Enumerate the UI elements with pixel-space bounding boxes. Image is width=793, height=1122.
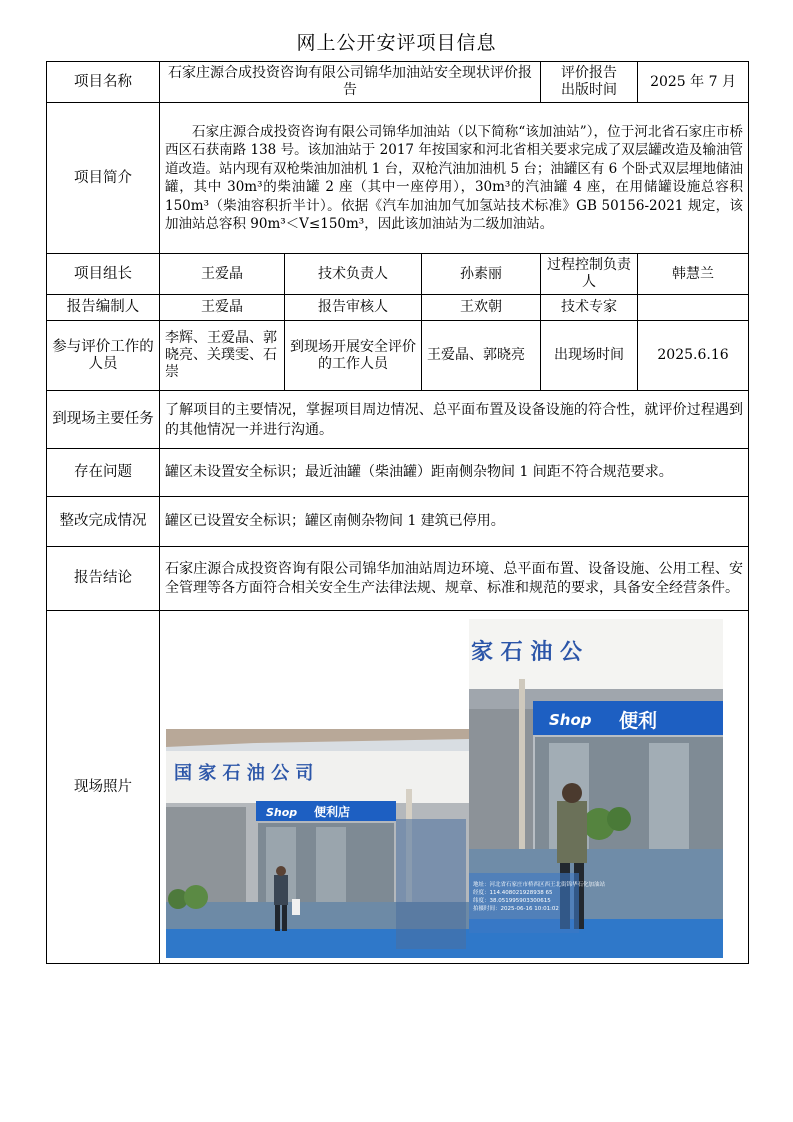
team-leader-value: 王爱晶 (160, 254, 285, 295)
project-name-label: 项目名称 (47, 62, 160, 103)
watermark-line: 纬度：38.051995903300615 (473, 898, 551, 904)
participants-value: 李辉、王爱晶、郭晓亮、关璞雯、石崇 (160, 321, 285, 391)
onsite-task-value: 了解项目的主要情况，掌握项目周边情况、总平面布置及设备设施的符合性，就评价过程遇到的其他情况一并进行沟通。 (160, 391, 749, 449)
rectification-value: 罐区已设置安全标识；罐区南侧杂物间 1 建筑已停用。 (160, 497, 749, 547)
onsite-task-label: 到现场主要任务 (47, 391, 160, 449)
photo2-watermark (473, 881, 633, 913)
issues-label: 存在问题 (47, 449, 160, 497)
row-rectification (47, 497, 749, 547)
project-intro-label: 项目简介 (47, 103, 160, 254)
row-participants (47, 321, 749, 391)
page-title: 网上公开安评项目信息 (296, 32, 497, 54)
participants-label: 参与评价工作的人员 (47, 321, 160, 391)
project-name-value: 石家庄源合成投资咨询有限公司锦华加油站安全现状评价报告 (160, 62, 541, 103)
watermark-line: 拍摄时间：2025-06-16 10:01:02 (473, 906, 559, 912)
photo2-sign-text: 家 石 油 公 (471, 640, 582, 665)
conclusion-value: 石家庄源合成投资咨询有限公司锦华加油站周边环境、总平面布置、设备设施、公用工程、安全管理等各方面符合相关安全生产法律法规、规章、标准和规范的要求，具备安全经营条件。 (160, 547, 749, 611)
row-photos (47, 611, 749, 964)
rectification-label: 整改完成情况 (47, 497, 160, 547)
photo1-shop-text: Shop (266, 806, 298, 819)
watermark-line: 地址：河北省石家庄市桥西区西王北街锦华石化加油站 (473, 882, 606, 888)
tech-lead-label: 技术负责人 (285, 254, 422, 295)
site-photo-2 (469, 619, 723, 958)
process-control-label: 过程控制负责人 (541, 254, 638, 295)
onsite-staff-label: 到现场开展安全评价的工作人员 (285, 321, 422, 391)
row-issues (47, 449, 749, 497)
tech-expert-value (638, 295, 749, 321)
publish-date-label: 评价报告 出版时间 (541, 62, 638, 103)
photos-cell (160, 611, 749, 964)
watermark-line: 经度：114.408021928938 65 (473, 890, 553, 896)
photo2-shop-text: Shop (549, 711, 592, 729)
issues-value: 罐区未设置安全标识；最近油罐（柴油罐）距南侧杂物间 1 间距不符合规范要求。 (160, 449, 749, 497)
tech-expert-label: 技术专家 (541, 295, 638, 321)
publish-date-value: 2025 年 7 月 (638, 62, 749, 103)
team-leader-label: 项目组长 (47, 254, 160, 295)
tech-lead-value: 孙素丽 (422, 254, 541, 295)
photos-label: 现场照片 (47, 611, 160, 964)
photo2-store-text: 便利 (619, 710, 658, 732)
photo1-store-text: 便利店 (314, 805, 351, 819)
process-control-value: 韩慧兰 (638, 254, 749, 295)
report-reviewer-label: 报告审核人 (285, 295, 422, 321)
row-project-intro (47, 103, 749, 254)
project-info-table (46, 61, 749, 964)
report-author-value: 王爱晶 (160, 295, 285, 321)
row-onsite-task (47, 391, 749, 449)
report-author-label: 报告编制人 (47, 295, 160, 321)
report-reviewer-value: 王欢朝 (422, 295, 541, 321)
row-team-leads (47, 254, 749, 295)
site-photo-1 (166, 729, 469, 958)
onsite-date-value: 2025.6.16 (638, 321, 749, 391)
project-intro-value: 石家庄源合成投资咨询有限公司锦华加油站（以下简称“该加油站”），位于河北省石家庄市桥西区石获南路 138 号。该加油站于 2017 年按国家和河北省相关要求完成了双层罐改造及输油管道改造。站内现有双枪柴油加油机 1 台，双枪汽油加油机 5 台；油罐区有 6 个卧式双层埋地储油罐，其中 30m³的柴油罐 2 座（其中一座停用），30m³的汽油罐 4 座，在用储罐设施总容积 150m³（柴油容积折半计）。依据《汽车加油加气加氢站技术标准》GB 50156-2021 规定，该加油站总容积 90m³＜V≤150m³，因此该加油站为二级加油站。 (160, 103, 749, 254)
row-project-name (47, 62, 749, 103)
photo1-sign-text: 国 家 石 油 公 司 (174, 763, 314, 784)
onsite-date-label: 出现场时间 (541, 321, 638, 391)
onsite-staff-value: 王爱晶、郭晓亮 (422, 321, 541, 391)
row-report-authors (47, 295, 749, 321)
conclusion-label: 报告结论 (47, 547, 160, 611)
row-conclusion (47, 547, 749, 611)
